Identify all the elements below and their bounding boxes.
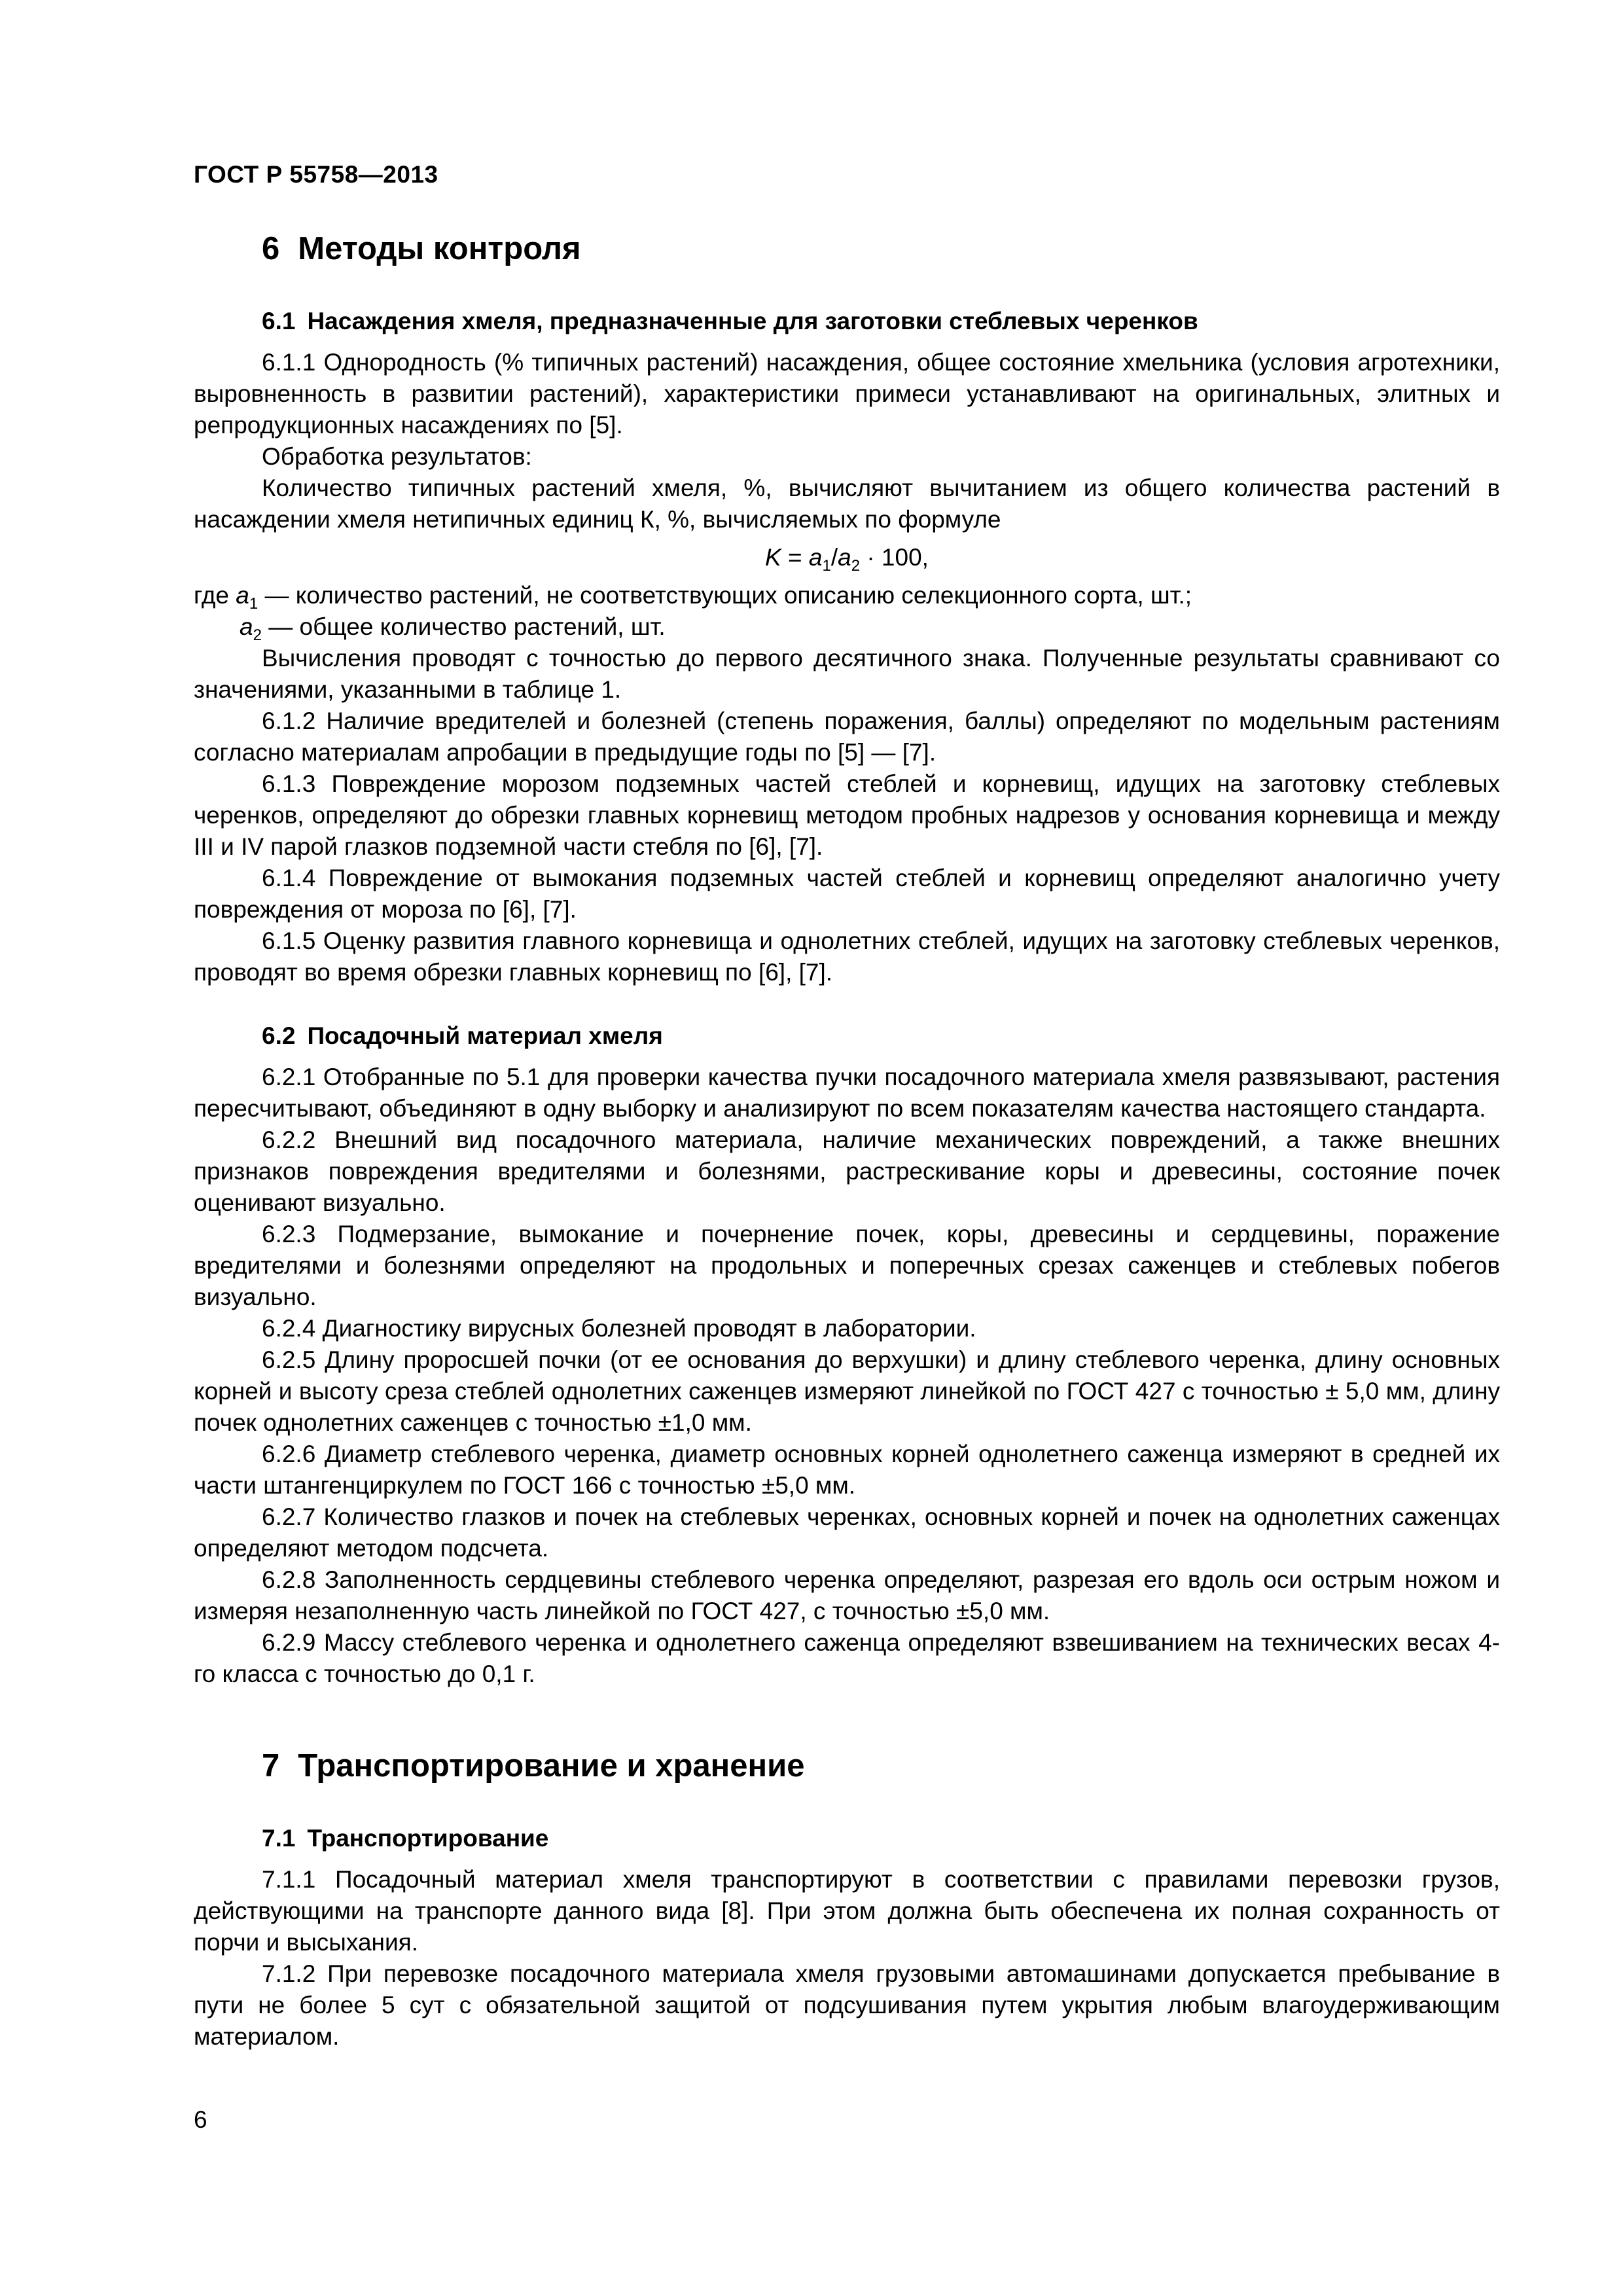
paragraph-processing: Обработка результатов:	[262, 443, 532, 470]
subsection-number: 6.2	[262, 1022, 296, 1049]
section-6-heading	[262, 230, 581, 267]
section-title: Транспортирование и хранение	[298, 1748, 805, 1784]
formula-eq: =	[781, 544, 809, 571]
paragraph-6-2-8: 6.2.8 Заполненность сердцевины стеблевого черенка определяют, разрезая его вдоль оси острым ножом и измеряя незаполненную часть линейкой по ГОСТ 427, с точностью ±5,0 мм.	[194, 1566, 1500, 1624]
paragraph-6-2-6: 6.2.6 Диаметр стеблевого черенка, диаметр основных корней однолетнего саженца измеряют в средней их части штангенциркулем по ГОСТ 166 с точностью ±5,0 мм.	[194, 1441, 1500, 1499]
section-number: 6	[262, 231, 280, 266]
formula-lhs: K	[765, 544, 781, 571]
legend-a2-text: — общее количество растений, шт.	[261, 613, 666, 640]
subsection-6-1-heading	[262, 308, 1198, 335]
formula-a2: a	[838, 544, 851, 571]
formula-rest: · 100,	[860, 544, 929, 571]
document-code: ГОСТ Р 55758—2013	[194, 161, 438, 188]
section-title: Методы контроля	[298, 231, 581, 266]
paragraph-6-2-7: 6.2.7 Количество глазков и почек на стеблевых черенках, основных корней и почек на однолетних саженцах определяют методом подсчета.	[194, 1503, 1500, 1562]
formula-legend-a1	[194, 580, 1500, 611]
subsection-title: Транспортирование	[307, 1825, 549, 1852]
paragraph-6-2-3: 6.2.3 Подмерзание, вымокание и почернение почек, коры, древесины и сердцевины, поражение вредителями и болезнями определяют на продольных и поперечных срезах саженцев и стеблевых побегов визуально.	[194, 1221, 1500, 1310]
paragraph-count: Количество типичных растений хмеля, %, вычисляют вычитанием из общего количества растений в насаждении хмеля нетипичных единиц К, %, вычисляемых по формуле	[194, 475, 1500, 533]
subsection-7-1-heading	[262, 1825, 548, 1852]
section-6-2-body	[194, 1062, 1500, 1690]
page-number: 6	[194, 2106, 207, 2133]
section-7-heading	[262, 1748, 804, 1784]
paragraph-6-2-9: 6.2.9 Массу стеблевого черенка и однолетнего саженца определяют взвешиванием на технических весах 4-го класса с точностью до 0,1 г.	[194, 1629, 1500, 1687]
paragraph-6-2-4: 6.2.4 Диагностику вирусных болезней проводят в лаборатории.	[262, 1315, 976, 1342]
subsection-title: Насаждения хмеля, предназначенные для заготовки стеблевых черенков	[307, 308, 1198, 334]
var-a: a	[236, 582, 249, 609]
paragraph-7-1-1: 7.1.1 Посадочный материал хмеля транспортируют в соответствии с правилами перевозки грузов, действующими на транспорте данного вида [8]. При этом должна быть обеспечена их полная сохранность от порчи и высыхания.	[194, 1866, 1500, 1956]
paragraph-6-1-3: 6.1.3 Повреждение морозом подземных частей стеблей и корневищ, идущих на заготовку стеблевых черенков, определяют до обрезки главных корневищ методом пробных надрезов у основания корневища и между III и IV парой глазков подземной части стебля по [6], [7].	[194, 770, 1500, 860]
section-6-1-body	[194, 347, 1500, 988]
subsection-title: Посадочный материал хмеля	[307, 1022, 663, 1049]
formula-sub1: 1	[822, 557, 831, 575]
paragraph-6-2-1: 6.2.1 Отобранные по 5.1 для проверки качества пучки посадочного материала хмеля развязывают, растения пересчитывают, объединяют в одну выборку и анализируют по всем показателям качества настоящего стандарта.	[194, 1064, 1500, 1122]
formula-sub2: 2	[851, 557, 861, 575]
section-number: 7	[262, 1748, 280, 1784]
where-label: где	[194, 582, 236, 609]
paragraph-6-1-4: 6.1.4 Повреждение от вымокания подземных частей стеблей и корневищ определяют аналогично учету повреждения от мороза по [6], [7].	[194, 865, 1500, 923]
paragraph-calc: Вычисления проводят с точностью до первого десятичного знака. Полученные результаты сравнивают со значениями, указанными в таблице 1.	[194, 645, 1500, 703]
paragraph-6-1-5: 6.1.5 Оценку развития главного корневища и однолетних стеблей, идущих на заготовку стеблевых черенков, проводят во время обрезки главных корневищ по [6], [7].	[194, 927, 1500, 986]
subsection-number: 7.1	[262, 1825, 296, 1852]
var-sub1: 1	[249, 595, 259, 613]
var-a: a	[240, 613, 253, 640]
formula	[194, 542, 1500, 573]
paragraph-6-2-5: 6.2.5 Длину проросшей почки (от ее основания до верхушки) и длину стеблевого черенка, длину основных корней и высоту среза стеблей однолетних саженцев измеряют линейкой по ГОСТ 427 с точностью ± 5,0 мм, длину почек однолетних саженцев с точностью ±1,0 мм.	[194, 1346, 1500, 1436]
subsection-number: 6.1	[262, 308, 296, 334]
paragraph-7-1-2: 7.1.2 При перевозке посадочного материала хмеля грузовыми автомашинами допускается пребывание в пути не более 5 сут с обязательной защитой от подсушивания путем укрытия любым влагоудерживающим материалом.	[194, 1960, 1500, 2050]
formula-a1: a	[808, 544, 823, 571]
section-7-1-body	[194, 1864, 1500, 2053]
paragraph-6-1-1: 6.1.1 Однородность (% типичных растений) насаждения, общее состояние хмельника (условия агротехники, выровненность в развитии растений), характеристики примеси устанавливают на оригинальных, элитных и репродукционных насаждениях по [5].	[194, 349, 1500, 439]
formula-slash: /	[830, 544, 838, 571]
paragraph-6-1-2: 6.1.2 Наличие вредителей и болезней (степень поражения, баллы) определяют по модельным растениям согласно материалам апробации в предыдущие годы по [5] — [7].	[194, 708, 1500, 766]
formula-legend-a2	[194, 611, 1500, 643]
var-sub2: 2	[253, 626, 262, 644]
paragraph-6-2-2: 6.2.2 Внешний вид посадочного материала, наличие механических повреждений, а также внешних признаков повреждения вредителями и болезнями, растрескивание коры и древесины, состояние почек оценивают визуально.	[194, 1126, 1500, 1216]
subsection-6-2-heading	[262, 1022, 663, 1050]
legend-a1-text: — количество растений, не соответствующих описанию селекционного сорта, шт.;	[258, 582, 1192, 609]
